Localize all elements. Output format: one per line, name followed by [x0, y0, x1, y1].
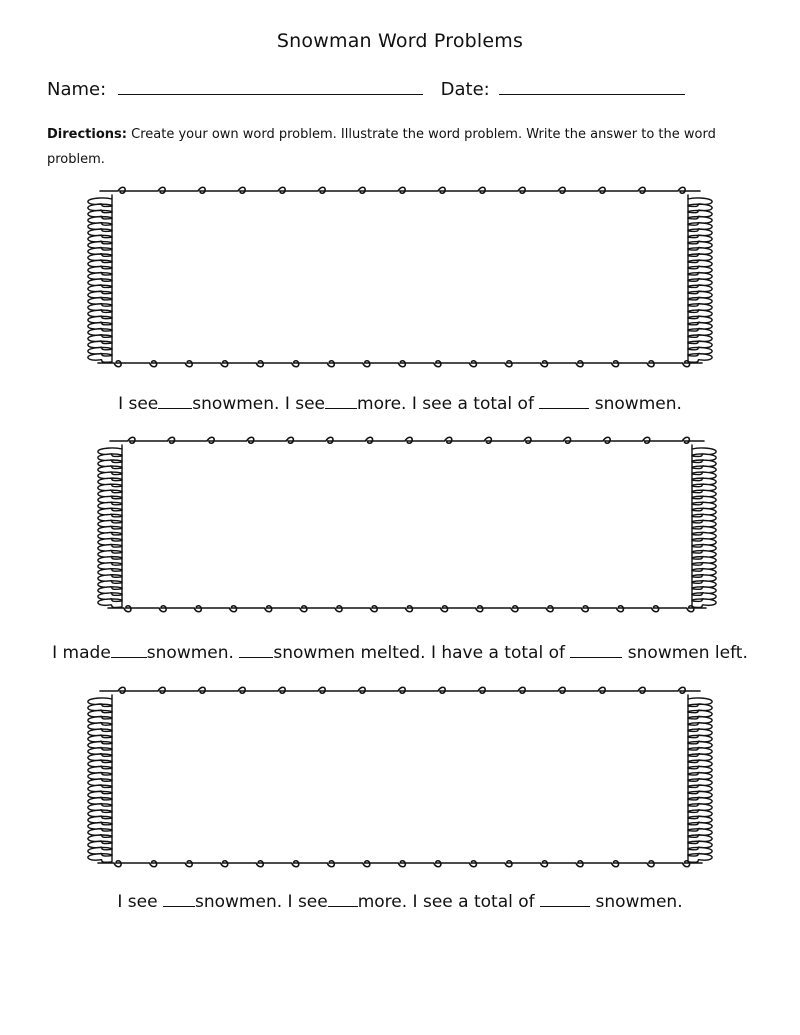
illustration-box-3[interactable] [82, 683, 718, 873]
sentence-text: snowmen left. [627, 643, 748, 663]
sentence-text: snowmen. [595, 892, 683, 912]
curly-border [82, 183, 718, 373]
sentence-2 [0, 643, 800, 663]
sentence-text: snowmen. I see [194, 892, 328, 912]
name-blank[interactable] [118, 78, 423, 95]
answer-blank[interactable] [158, 394, 192, 409]
sentence-text: more. I see a total of [357, 394, 534, 414]
sentence-text: snowmen melted. I have a total of [273, 643, 565, 663]
answer-blank[interactable] [328, 892, 358, 907]
answer-blank[interactable] [570, 643, 622, 658]
answer-blank[interactable] [239, 643, 273, 658]
answer-blank[interactable] [325, 394, 357, 409]
curly-border [82, 683, 718, 873]
sentence-3 [0, 892, 800, 912]
illustration-box-2[interactable] [92, 433, 722, 618]
page-title: Snowman Word Problems [276, 30, 524, 52]
sentence-text: I made [52, 643, 111, 663]
sentence-1 [0, 394, 800, 414]
curly-border [92, 433, 722, 618]
sentence-text: I see [118, 394, 159, 414]
directions-label: Directions: [47, 127, 127, 142]
date-blank[interactable] [499, 78, 685, 95]
answer-blank[interactable] [540, 892, 590, 907]
answer-blank[interactable] [163, 892, 195, 907]
directions-text: Create your own word problem. Illustrate the word problem. Write the answer to the word problem. [47, 127, 716, 167]
illustration-box-1[interactable] [82, 183, 718, 373]
directions [47, 122, 747, 172]
name-label: Name: [47, 79, 107, 100]
sentence-text: snowmen. [146, 643, 234, 663]
answer-blank[interactable] [539, 394, 589, 409]
sentence-text: snowmen. [594, 394, 682, 414]
answer-blank[interactable] [111, 643, 147, 658]
date-label: Date: [440, 79, 490, 100]
sentence-text: snowmen. I see [192, 394, 326, 414]
name-date-row [47, 78, 685, 100]
sentence-text: more. I see a total of [357, 892, 535, 912]
sentence-text: I see [117, 892, 158, 912]
